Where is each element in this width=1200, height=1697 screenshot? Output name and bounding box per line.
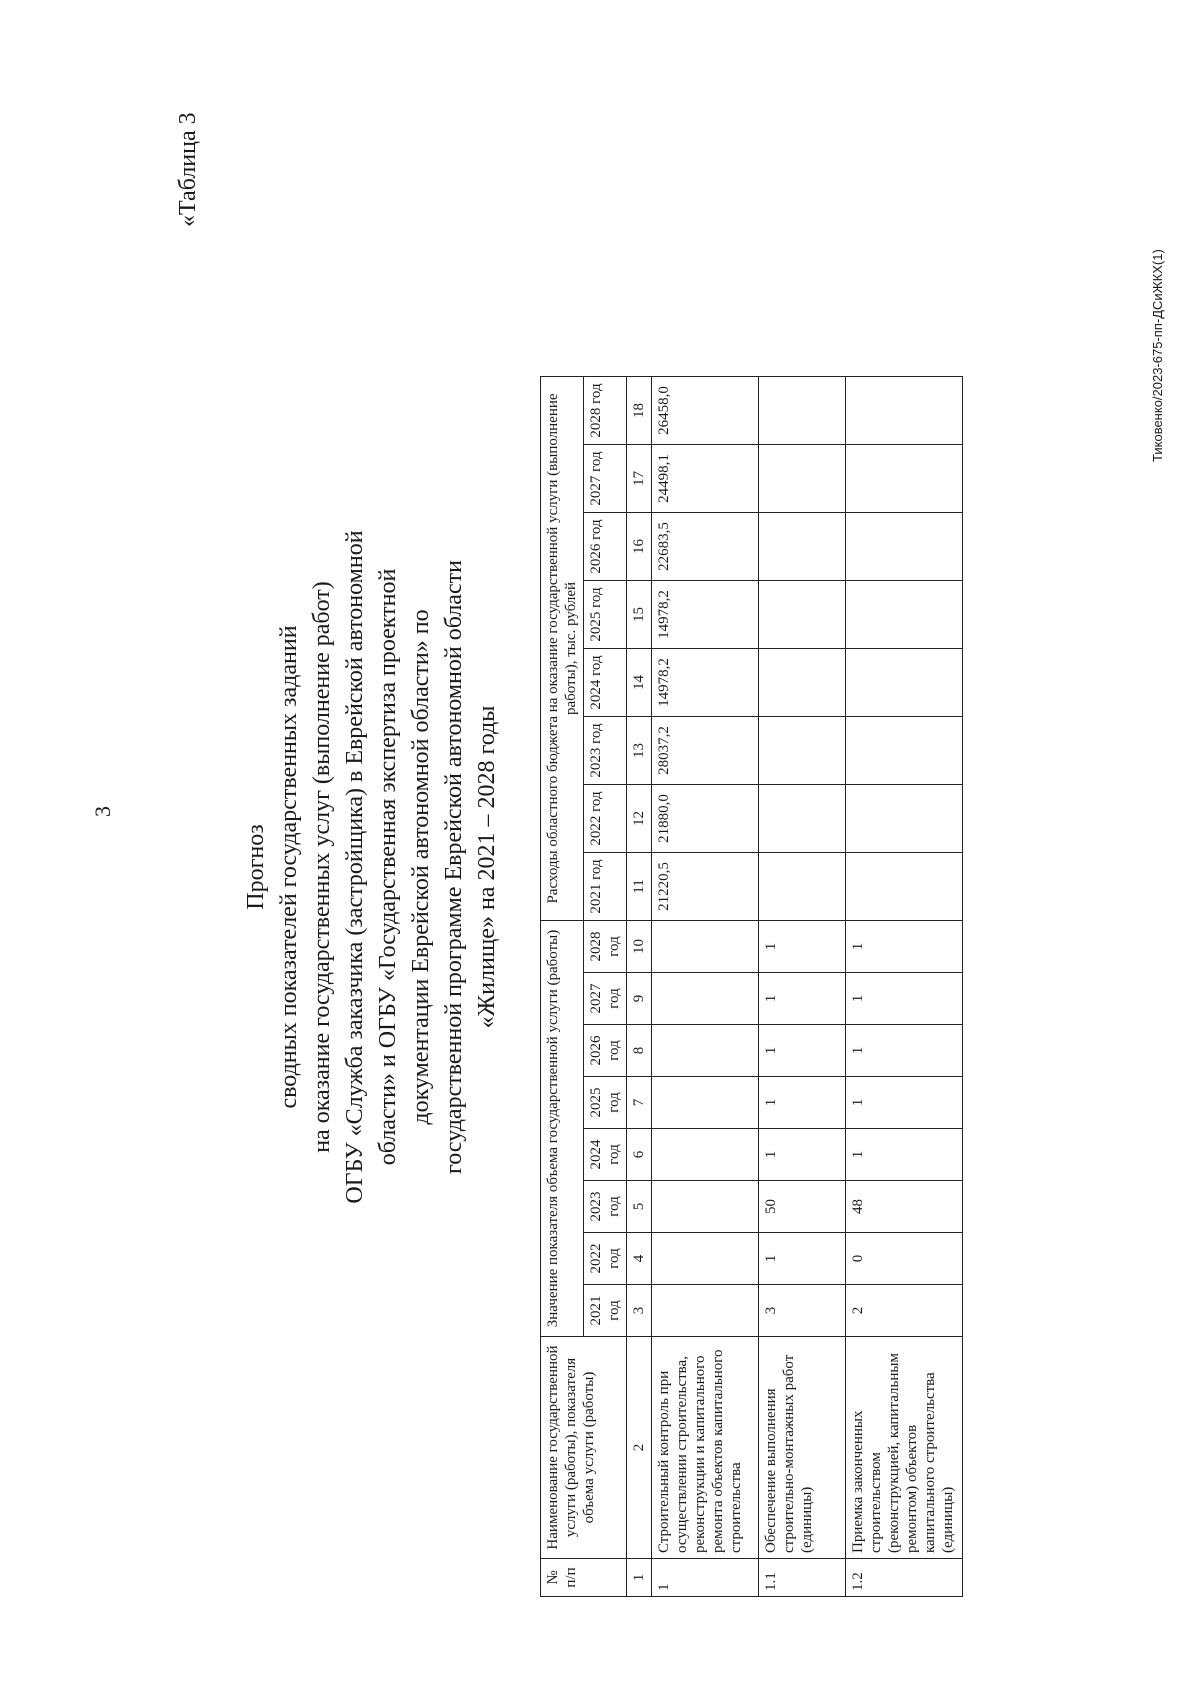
expense-cell: 21220,5 [652, 853, 759, 921]
expense-cell: 26458,0 [652, 377, 759, 445]
expense-cell [759, 513, 846, 581]
row-no: 1.2 [846, 1559, 963, 1597]
volume-cell: 1 [846, 973, 963, 1025]
row-no: 1 [652, 1559, 759, 1597]
column-number: 9 [627, 973, 652, 1025]
volume-cell [652, 1233, 759, 1285]
title-line: Прогноз [243, 824, 269, 910]
row-name: Обеспечение выполнения строительно-монтажных работ (единицы) [759, 1337, 846, 1559]
header-name: Наименование государственной услуги (работы), показателя объема услуги (работы) [541, 1337, 627, 1559]
year-header: 2025 год [584, 1077, 627, 1129]
expense-cell [759, 581, 846, 649]
volume-cell: 1 [759, 1129, 846, 1181]
year-header: 2028 год [584, 921, 627, 973]
document-title [240, 297, 504, 1437]
title-line: ОГБУ «Служба заказчика (застройщика) в Еврейской автономной [342, 530, 368, 1204]
expense-cell [846, 853, 963, 921]
expense-cell [759, 717, 846, 785]
year-header: 2026 год [584, 513, 627, 581]
year-header: 2027 год [584, 445, 627, 513]
table-row [652, 377, 759, 1597]
year-header: 2023 год [584, 1181, 627, 1233]
volume-cell: 1 [759, 1233, 846, 1285]
volume-cell: 1 [846, 1129, 963, 1181]
expense-cell: 14978,2 [652, 649, 759, 717]
column-number: 17 [627, 445, 652, 513]
year-header: 2024 год [584, 649, 627, 717]
column-number: 16 [627, 513, 652, 581]
volume-cell [652, 1285, 759, 1337]
column-number: 18 [627, 377, 652, 445]
column-number: 5 [627, 1181, 652, 1233]
expense-cell [759, 785, 846, 853]
volume-cell [652, 1077, 759, 1129]
volume-cell: 1 [759, 921, 846, 973]
title-line: сводных показателей государственных заданий [276, 625, 302, 1109]
row-name: Приемка законченных строительством (реконструкцией, капитальным ремонтом) объектов капитального строительства (единицы) [846, 1337, 963, 1559]
expense-cell [846, 513, 963, 581]
expense-cell [846, 377, 963, 445]
volume-cell: 1 [759, 973, 846, 1025]
year-header: 2024 год [584, 1129, 627, 1181]
volume-cell: 1 [846, 921, 963, 973]
column-number: 1 [627, 1559, 652, 1597]
column-number: 13 [627, 717, 652, 785]
column-number: 8 [627, 1025, 652, 1077]
column-number: 11 [627, 853, 652, 921]
title-line: государственной программе Еврейской автономной области [441, 560, 467, 1174]
volume-cell: 1 [846, 1077, 963, 1129]
volume-cell [652, 973, 759, 1025]
year-header: 2028 год [584, 377, 627, 445]
volume-cell [652, 1129, 759, 1181]
column-number: 7 [627, 1077, 652, 1129]
volume-cell: 3 [759, 1285, 846, 1337]
volume-cell [652, 1181, 759, 1233]
volume-cell [652, 1025, 759, 1077]
footer-document-code: Тиковенко/2023-675-пп-ДСиЖКХ(1) [1150, 249, 1165, 462]
column-number: 3 [627, 1285, 652, 1337]
year-header: 2022 год [584, 785, 627, 853]
year-header: 2021 год [584, 853, 627, 921]
forecast-table [540, 376, 963, 1597]
volume-cell: 50 [759, 1181, 846, 1233]
header-volume-group: Значение показателя объема государственной услуги (работы) [541, 921, 584, 1337]
expense-cell [759, 445, 846, 513]
volume-cell: 48 [846, 1181, 963, 1233]
volume-cell: 1 [759, 1025, 846, 1077]
column-number: 14 [627, 649, 652, 717]
volume-cell: 1 [759, 1077, 846, 1129]
expense-cell [759, 853, 846, 921]
column-number: 12 [627, 785, 652, 853]
volume-cell [652, 921, 759, 973]
title-line: «Жилище» на 2021 – 2028 годы [474, 705, 500, 1029]
column-number: 10 [627, 921, 652, 973]
expense-cell: 22683,5 [652, 513, 759, 581]
table-row [759, 377, 846, 1597]
row-name: Строительный контроль при осуществлении строительства, реконструкции и капитального ремонта объектов капитального строительства [652, 1337, 759, 1559]
header-expense-group: Расходы областного бюджета на оказание государственной услуги (выполнение работы), тыс. рублей [541, 377, 584, 921]
header-no: № п/п [541, 1559, 627, 1597]
year-header: 2027 год [584, 973, 627, 1025]
volume-cell: 2 [846, 1285, 963, 1337]
expense-cell [846, 445, 963, 513]
year-header: 2021 год [584, 1285, 627, 1337]
year-header: 2022 год [584, 1233, 627, 1285]
column-numbering-row [627, 377, 652, 1597]
title-line: на оказание государственных услуг (выполнение работ) [309, 581, 335, 1153]
expense-cell [846, 581, 963, 649]
expense-cell [759, 377, 846, 445]
row-no: 1.1 [759, 1559, 846, 1597]
expense-cell [759, 649, 846, 717]
table-label: «Таблица 3 [175, 112, 201, 227]
title-line: документации Еврейской автономной области» по [408, 609, 434, 1125]
expense-cell: 21880,0 [652, 785, 759, 853]
column-number: 4 [627, 1233, 652, 1285]
year-header: 2026 год [584, 1025, 627, 1077]
expense-cell: 24498,1 [652, 445, 759, 513]
year-header: 2025 год [584, 581, 627, 649]
column-number: 6 [627, 1129, 652, 1181]
expense-cell [846, 649, 963, 717]
expense-cell [846, 785, 963, 853]
column-number: 2 [627, 1337, 652, 1559]
expense-cell: 14978,2 [652, 581, 759, 649]
column-number: 15 [627, 581, 652, 649]
expense-cell: 28037,2 [652, 717, 759, 785]
table-row [846, 377, 963, 1597]
volume-cell: 0 [846, 1233, 963, 1285]
page-number: 3 [90, 806, 115, 817]
year-header: 2023 год [584, 717, 627, 785]
volume-cell: 1 [846, 1025, 963, 1077]
title-line: области» и ОГБУ «Государственная экспертиза проектной [375, 568, 401, 1166]
expense-cell [846, 717, 963, 785]
